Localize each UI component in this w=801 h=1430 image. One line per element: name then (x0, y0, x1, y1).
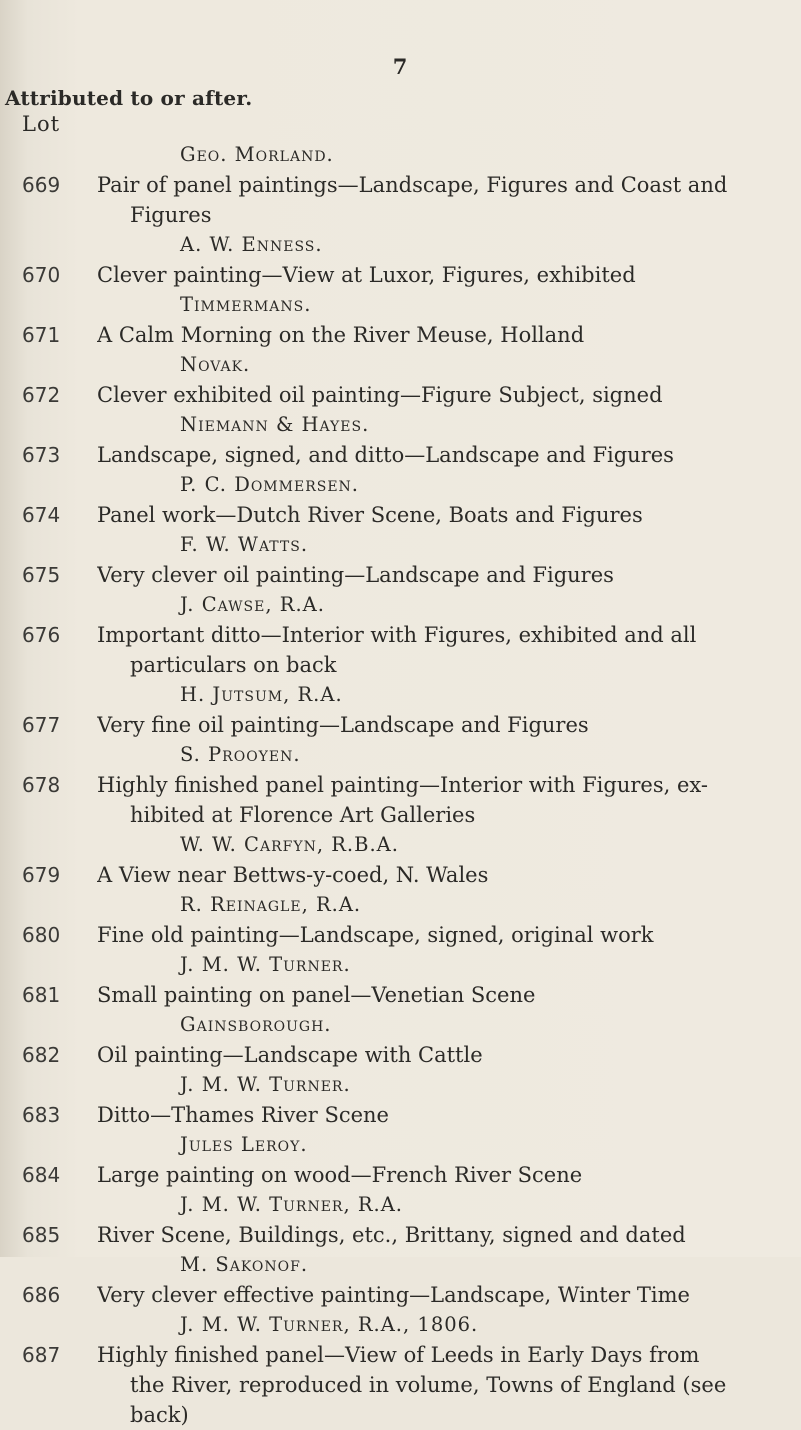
lot-artist: A. W. Enness. (180, 233, 323, 256)
lot-artist: J. Cawse, R.A. (180, 593, 325, 616)
lot-artist: M. Sakonof. (180, 1253, 309, 1276)
lot-entry (0, 530, 801, 590)
lot-entry (0, 140, 801, 230)
lot-number: 682 (22, 1043, 61, 1067)
lot-number: 683 (22, 1103, 61, 1127)
lot-entry (0, 410, 801, 470)
lot-entry (0, 590, 801, 680)
lot-description-continued: back) (130, 1403, 189, 1427)
lot-entry (0, 1250, 801, 1310)
lot-description: Oil painting—Landscape with Cattle (97, 1043, 483, 1067)
lot-artist: J. M. W. Turner. (180, 953, 351, 976)
lot-entry (0, 230, 801, 290)
lot-entry (0, 740, 801, 830)
lot-artist: F. W. Watts. (180, 533, 309, 556)
lot-entry (0, 1130, 801, 1190)
lot-artist: J. M. W. Turner, R.A., 1806. (180, 1313, 479, 1336)
lot-number: 670 (22, 263, 61, 287)
lot-description-continued: the River, reproduced in volume, Towns of England (see (130, 1373, 727, 1397)
lot-entry (0, 680, 801, 740)
lot-number: 678 (22, 773, 61, 797)
lot-number: 672 (22, 383, 61, 407)
lot-entry (0, 950, 801, 1010)
lot-artist: S. Prooyen. (180, 743, 301, 766)
lot-number: 673 (22, 443, 61, 467)
page-number: 7 (392, 54, 408, 79)
lot-entry (0, 890, 801, 950)
lot-artist: J. M. W. Turner, R.A. (180, 1193, 404, 1216)
lot-list (0, 140, 801, 1430)
lot-entry (0, 470, 801, 530)
lot-number: 671 (22, 323, 61, 347)
lot-artist: Jules Leroy. (180, 1133, 308, 1156)
lot-number: 675 (22, 563, 61, 587)
lot-description: A View near Bettws-y-coed, N. Wales (97, 863, 489, 887)
lot-description: Pair of panel paintings—Landscape, Figures and Coast and (97, 173, 728, 197)
lot-artist: H. Jutsum, R.A. (180, 683, 343, 706)
lot-artist: W. W. Carfyn, R.B.A. (180, 833, 399, 856)
lot-number: 686 (22, 1283, 61, 1307)
lot-entry (0, 1010, 801, 1070)
lot-artist: J. M. W. Turner. (180, 1073, 351, 1096)
lot-number: 669 (22, 173, 61, 197)
lot-number: 679 (22, 863, 61, 887)
lot-description: Fine old painting—Landscape, signed, original work (97, 923, 654, 947)
lot-description: Very clever oil painting—Landscape and Figures (97, 563, 614, 587)
lot-description: Panel work—Dutch River Scene, Boats and Figures (97, 503, 643, 527)
lot-description: A Calm Morning on the River Meuse, Holland (97, 323, 585, 347)
lot-number: 676 (22, 623, 61, 647)
lot-artist: Novak. (180, 353, 251, 376)
lot-artist: Gainsborough. (180, 1013, 332, 1036)
lot-description: Small painting on panel—Venetian Scene (97, 983, 536, 1007)
lot-artist: R. Reinagle, R.A. (180, 893, 362, 916)
lot-number: 674 (22, 503, 61, 527)
lot-number: 680 (22, 923, 61, 947)
lot-artist: Niemann & Hayes. (180, 413, 370, 436)
lot-number: 681 (22, 983, 61, 1007)
lot-column-heading: Lot (22, 112, 61, 136)
lot-description: Clever painting—View at Luxor, Figures, exhibited (97, 263, 636, 287)
lot-entry (0, 290, 801, 350)
lot-description: Very clever effective painting—Landscape, Winter Time (97, 1283, 690, 1307)
lot-number: 687 (22, 1343, 61, 1367)
lot-entry (0, 1310, 801, 1430)
lot-artist: Geo. Morland. (180, 143, 334, 166)
lot-description: Highly finished panel painting—Interior with Figures, ex- (97, 773, 708, 797)
lot-description: Ditto—Thames River Scene (97, 1103, 389, 1127)
lot-entry (0, 1070, 801, 1130)
lot-artist: P. C. Dommersen. (180, 473, 359, 496)
lot-number: 684 (22, 1163, 61, 1187)
lot-description: Very fine oil painting—Landscape and Figures (97, 713, 589, 737)
lot-number: 685 (22, 1223, 61, 1247)
lot-description: River Scene, Buildings, etc., Brittany, signed and dated (97, 1223, 686, 1247)
lot-description: Highly finished panel—View of Leeds in Early Days from (97, 1343, 700, 1367)
attribution-heading: Attributed to or after. (5, 86, 253, 110)
lot-entry (0, 830, 801, 890)
lot-artist: Timmermans. (180, 293, 312, 316)
lot-description: Important ditto—Interior with Figures, exhibited and all (97, 623, 697, 647)
lot-description-continued: Figures (130, 203, 212, 227)
lot-description: Clever exhibited oil painting—Figure Subject, signed (97, 383, 663, 407)
lot-number: 677 (22, 713, 61, 737)
lot-description: Large painting on wood—French River Scene (97, 1163, 583, 1187)
lot-description-continued: particulars on back (130, 653, 337, 677)
lot-entry (0, 350, 801, 410)
lot-description: Landscape, signed, and ditto—Landscape and Figures (97, 443, 674, 467)
lot-entry (0, 1190, 801, 1250)
lot-description-continued: hibited at Florence Art Galleries (130, 803, 476, 827)
